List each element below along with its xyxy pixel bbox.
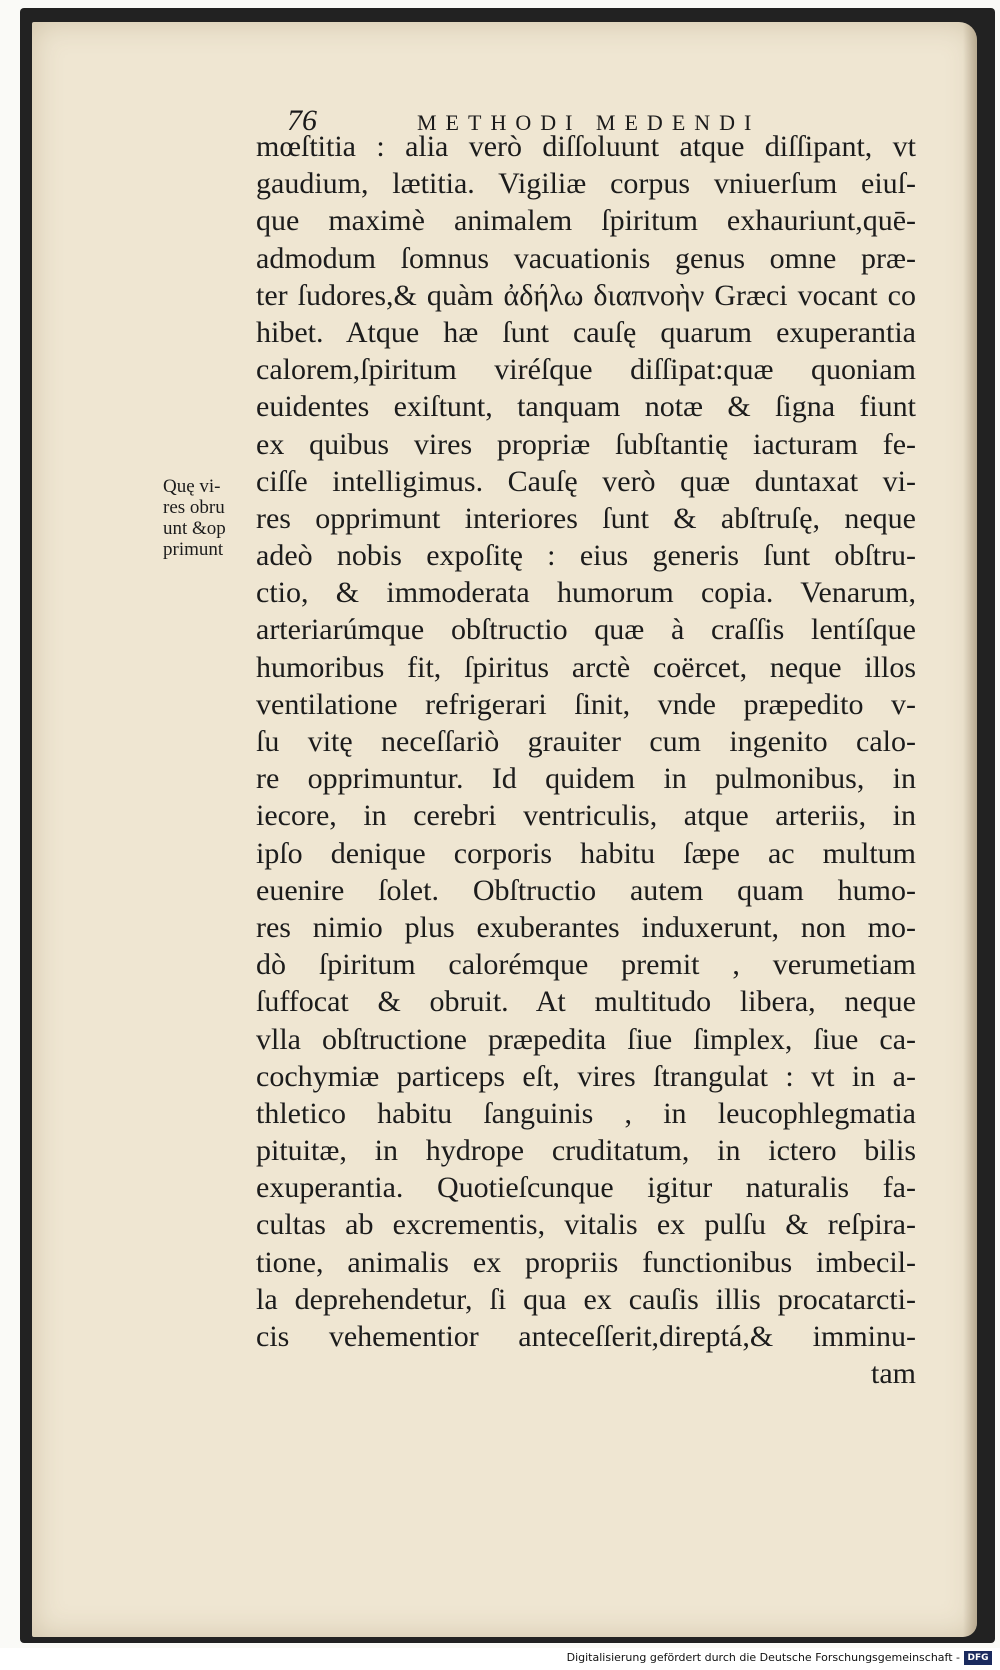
page-number: 76 xyxy=(287,104,317,137)
catchword: tam xyxy=(871,1357,916,1391)
text-line: cis vehementior anteceſſerit,direptá,& imminu- xyxy=(256,1320,916,1353)
text-line: ex quibus vires propriæ ſubſtantię iacturam fe- xyxy=(256,427,916,461)
text-line: humoribus fit, ſpiritus arctè coërcet, neque illos xyxy=(256,650,916,684)
text-line: euidentes exiſtunt, tanquam notæ & ſigna fiunt xyxy=(256,390,916,424)
marginal-note xyxy=(163,476,258,560)
text-line: dò ſpiritum calorémque premit , verumetiam xyxy=(256,948,916,982)
text-line: iecore, in cerebri ventriculis, atque arteriis, in xyxy=(256,799,916,833)
text-line: pituitæ, in hydrope cruditatum, in ictero bilis xyxy=(256,1134,916,1168)
text-line: adeò nobis expoſitę : eius generis ſunt obſtru- xyxy=(256,539,916,573)
text-line: calorem,ſpiritum viréſque diſſipat:quæ quoniam xyxy=(256,353,916,387)
text-line: cochymiæ particeps eſt, vires ſtrangulat : vt in a- xyxy=(256,1059,916,1093)
text-line: thletico habitu ſanguinis , in leucophlegmatia xyxy=(256,1096,916,1130)
text-line: hibet. Atque hæ ſunt cauſę quarum exuperantia xyxy=(256,315,916,349)
text-line: la deprehendetur, ſi qua ex cauſis illis procatarcti- xyxy=(256,1282,916,1316)
marginal-note-line: primunt xyxy=(163,539,224,560)
text-line: ter ſudores,& quàm ἀδήλω διαπνοὴν Græci vocant co xyxy=(256,278,916,312)
text-line: mœſtitia : alia verò diſſoluunt atque diſſipant, vt xyxy=(256,130,916,163)
text-line: ventilatione refrigerari ſinit, vnde præpedito v- xyxy=(256,687,916,721)
text-line: res opprimunt interiores ſunt & abſtruſę, neque xyxy=(256,501,916,535)
text-line: arteriarúmque obſtructio quæ à craſſis lentíſque xyxy=(256,613,916,647)
text-line: res nimio plus exuberantes induxerunt, non mo- xyxy=(256,910,916,944)
text-line: que maximè animalem ſpiritum exhauriunt,quē- xyxy=(256,204,916,238)
marginal-note-line: Quę vi- xyxy=(163,476,221,497)
footer-bar xyxy=(0,1648,1000,1670)
text-line: exuperantia. Quotieſcunque igitur naturalis fa- xyxy=(256,1171,916,1205)
text-line: re opprimuntur. Id quidem in pulmonibus, in xyxy=(256,762,916,796)
text-line: ciſſe intelligimus. Cauſę verò quæ duntaxat vi- xyxy=(256,464,916,498)
text-line: admodum ſomnus vacuationis genus omne præ- xyxy=(256,241,916,275)
running-title: METHODI MEDENDI xyxy=(417,110,761,135)
text-line: vlla obſtructione præpedita ſiue ſimplex, ſiue ca- xyxy=(256,1022,916,1056)
body-text xyxy=(256,128,916,1392)
text-line: ſu vitę neceſſariò grauiter cum ingenito calo- xyxy=(256,725,916,758)
text-line: ctio, & immoderata humorum copia. Venarum, xyxy=(256,576,916,610)
text-line: ſuffocat & obruit. At multitudo libera, neque xyxy=(256,985,916,1019)
funding-credit: Digitalisierung gefördert durch die Deutsche Forschungsgemeinschaft - xyxy=(566,1651,960,1664)
text-line: cultas ab excrementis, vitalis ex pulſu & reſpira- xyxy=(256,1208,916,1242)
text-line: euenire ſolet. Obſtructio autem quam humo- xyxy=(256,873,916,907)
text-line: ipſo denique corporis habitu ſæpe ac multum xyxy=(256,836,916,870)
marginal-note-line: res obru xyxy=(163,497,225,518)
marginal-note-line: unt &op xyxy=(163,518,226,539)
text-line: tione, animalis ex propriis functionibus imbecil- xyxy=(256,1245,916,1279)
dfg-logo: DFG xyxy=(964,1651,992,1665)
text-line: gaudium, lætitia. Vigiliæ corpus vniuerſum eiuſ- xyxy=(256,167,916,201)
